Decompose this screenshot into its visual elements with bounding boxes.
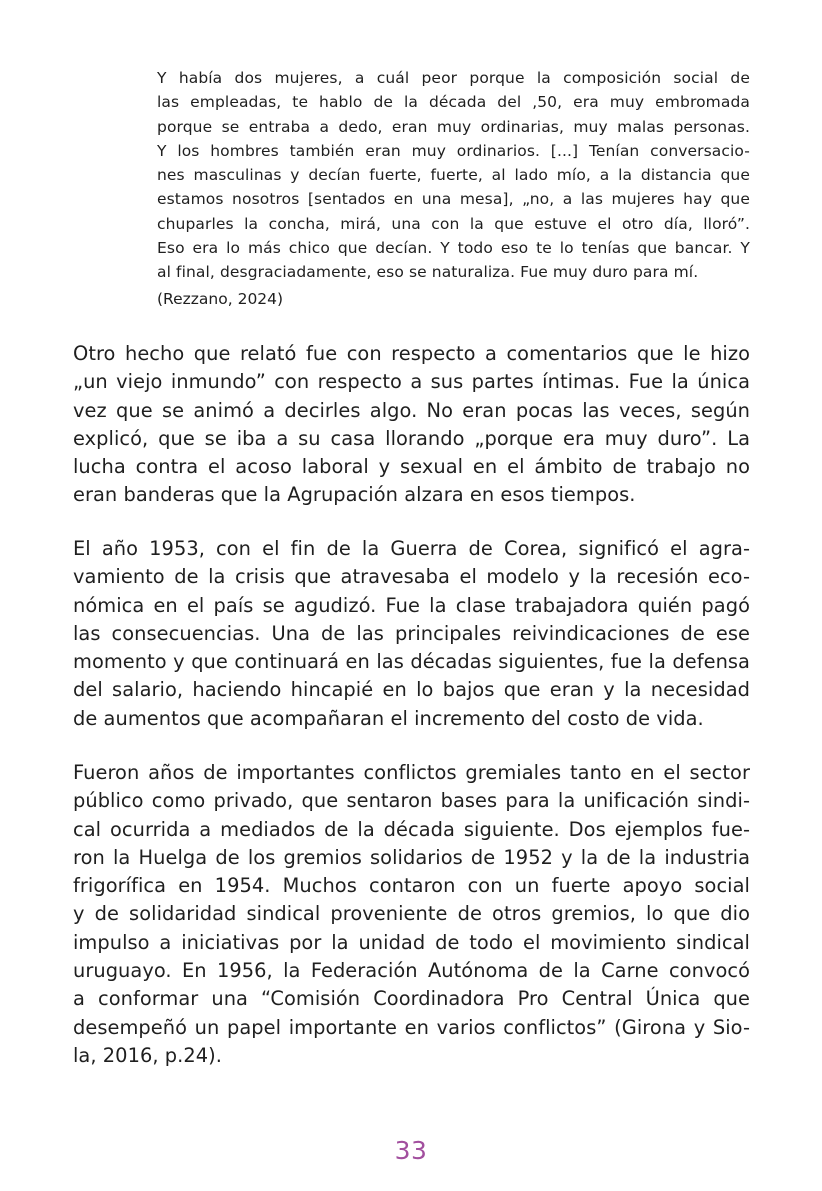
- paragraph-line: nómica en el país se agudizó. Fue la clase trabajadora quién pagó: [73, 593, 750, 617]
- paragraph-line: desempeñó un papel importante en varios conflictos” (Girona y Sio-: [73, 1015, 750, 1039]
- page-number: 33: [394, 1136, 428, 1165]
- paragraph-line: la, 2016, p.24).: [73, 1043, 222, 1067]
- paragraph-line: las consecuencias. Una de las principales reivindicaciones de ese: [73, 621, 750, 645]
- paragraph-line: ron la Huelga de los gremios solidarios de 1952 y la de la industria: [73, 845, 750, 869]
- paragraph-line: eran banderas que la Agrupación alzara en esos tiempos.: [73, 483, 636, 507]
- block-quote: [157, 66, 750, 311]
- quote-line: las empleadas, te hablo de la década del ,50, era muy embromada: [157, 93, 750, 112]
- paragraph-line: vamiento de la crisis que atravesaba el modelo y la recesión eco-: [73, 565, 750, 589]
- paragraph-line: impulso a iniciativas por la unidad de todo el movimiento sindical: [73, 930, 750, 954]
- paragraph-line: frigorífica en 1954. Muchos contaron con un fuerte apoyo social: [73, 874, 750, 898]
- paragraph-line: cal ocurrida a mediados de la década siguiente. Dos ejemplos fue-: [73, 817, 750, 841]
- paragraph-line: público como privado, que sentaron bases para la unificación sindi-: [73, 789, 750, 813]
- quote-line: nes masculinas y decían fuerte, fuerte, al lado mío, a la distancia que: [157, 166, 750, 185]
- quote-line: al final, desgraciadamente, eso se naturaliza. Fue muy duro para mí.: [157, 263, 699, 282]
- paragraph-line: Otro hecho que relató fue con respecto a comentarios que le hizo: [73, 342, 750, 365]
- body-paragraph: [73, 535, 750, 733]
- quote-line: chuparles la concha, mirá, una con la que estuve el otro día, lloró”.: [157, 214, 750, 233]
- paragraph-line: uruguayo. En 1956, la Federación Autónoma de la Carne convocó: [73, 959, 750, 983]
- paragraph-line: El año 1953, con el fin de la Guerra de Corea, significó el agra-: [73, 537, 750, 560]
- paragraph-line: y de solidaridad sindical proveniente de otros gremios, lo que dio: [73, 902, 750, 926]
- paragraph-line: de aumentos que acompañaran el incremento del costo de vida.: [73, 706, 704, 730]
- quote-line: Y había dos mujeres, a cuál peor porque la composición social de: [157, 69, 750, 87]
- paragraph-line: Fueron años de importantes conflictos gremiales tanto en el sector: [73, 761, 750, 784]
- paragraph-line: explicó, que se iba a su casa llorando „porque era muy duro”. La: [73, 426, 750, 450]
- quote-line: porque se entraba a dedo, eran muy ordinarias, muy malas personas.: [157, 117, 750, 136]
- quote-line: Eso era lo más chico que decían. Y todo eso te lo tenías que bancar. Y: [157, 239, 750, 258]
- paragraph-line: a conformar una “Comisión Coordinadora Pro Central Única que: [73, 987, 750, 1011]
- paragraph-line: lucha contra el acoso laboral y sexual en el ámbito de trabajo no: [73, 455, 750, 479]
- body-paragraph: [73, 340, 750, 510]
- paragraph-line: vez que se animó a decirles algo. No eran pocas las veces, según: [73, 398, 750, 422]
- body-paragraph: [73, 759, 750, 1070]
- paragraph-line: momento y que continuará en las décadas siguientes, fue la defensa: [73, 650, 750, 674]
- quote-citation: (Rezzano, 2024): [157, 289, 284, 308]
- quote-line: estamos nosotros [sentados en una mesa], „no, a las mujeres hay que: [157, 190, 750, 209]
- paragraph-line: del salario, haciendo hincapié en lo bajos que eran y la necesidad: [73, 678, 750, 702]
- paragraph-line: „un viejo inmundo” con respecto a sus partes íntimas. Fue la única: [73, 370, 750, 394]
- quote-line: Y los hombres también eran muy ordinarios. [...] Tenían conversacio-: [157, 141, 750, 160]
